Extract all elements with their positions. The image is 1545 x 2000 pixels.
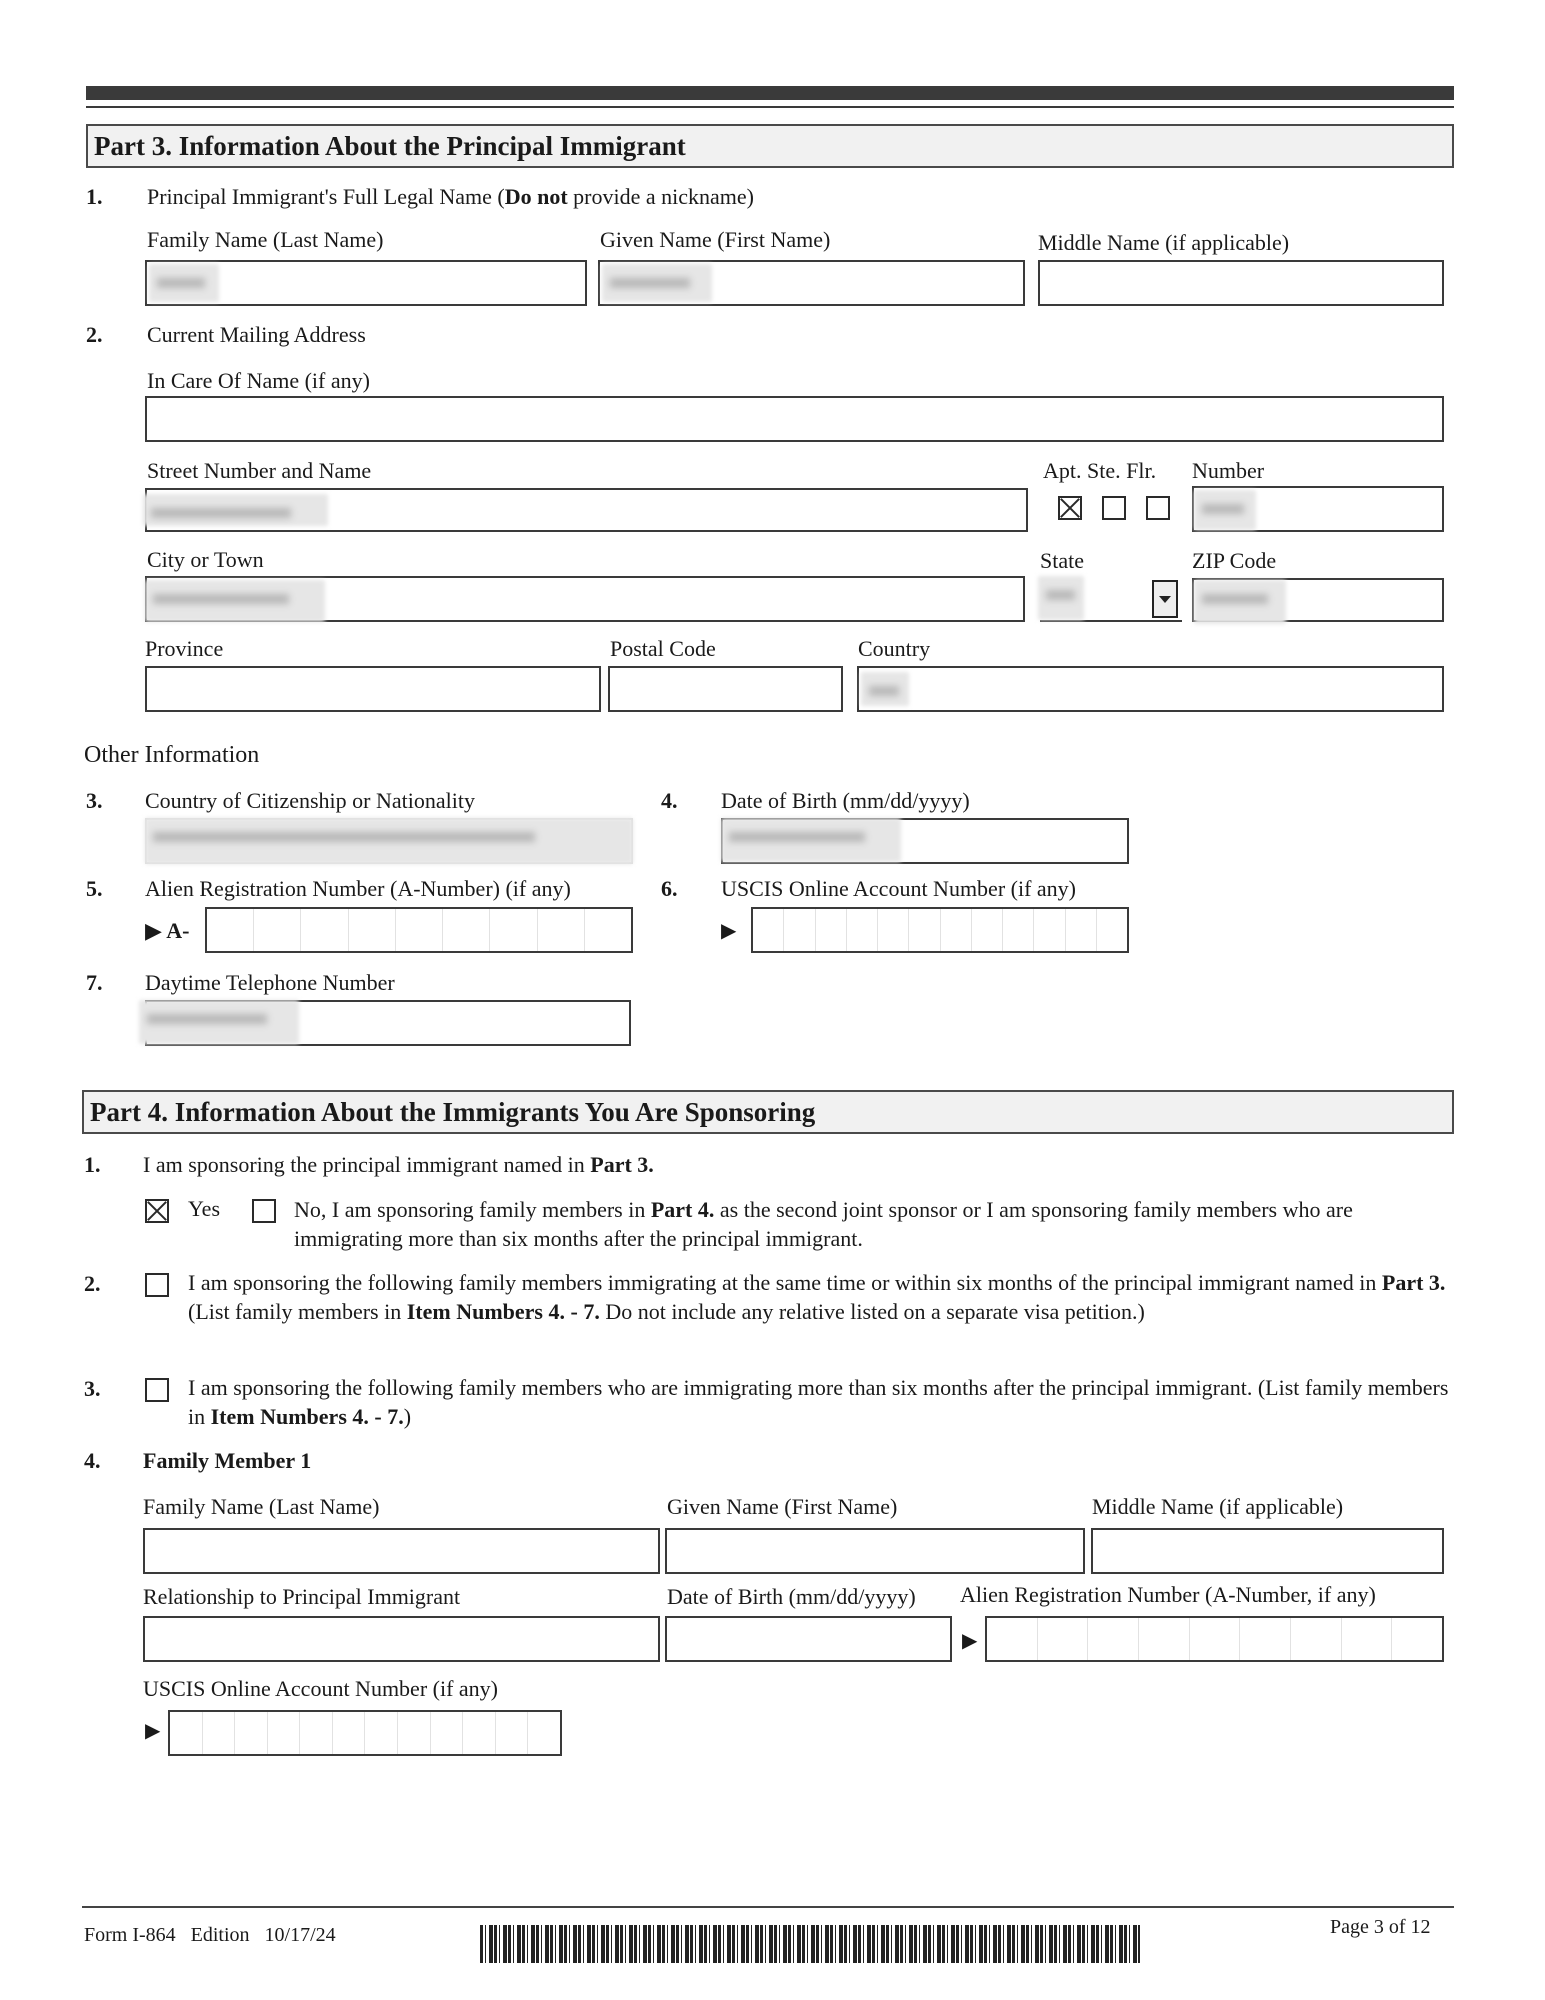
fm1-relationship-input[interactable] xyxy=(143,1616,660,1662)
in-care-of-label: In Care Of Name (if any) xyxy=(147,368,370,393)
postal-code-input[interactable] xyxy=(608,666,843,712)
page-number: Page 3 of 12 xyxy=(1330,1916,1431,1938)
fm1-uscis-arrow-icon: ▶ xyxy=(145,1720,161,1742)
apt-number-input[interactable] xyxy=(1192,486,1444,532)
a-number-label: Alien Registration Number (A-Number) (if any) xyxy=(145,876,571,901)
fm1-dob-label: Date of Birth (mm/dd/yyyy) xyxy=(667,1584,916,1609)
footer-rule xyxy=(82,1906,1454,1908)
header-rule xyxy=(86,106,1454,108)
item-number: 2. xyxy=(84,1271,101,1296)
city-input[interactable] xyxy=(145,576,1025,622)
uscis-account-label: USCIS Online Account Number (if any) xyxy=(721,876,1076,901)
number-label: Number xyxy=(1192,458,1265,483)
zip-input[interactable] xyxy=(1192,578,1444,622)
fm1-given-name-label: Given Name (First Name) xyxy=(667,1494,898,1519)
zip-label: ZIP Code xyxy=(1192,548,1277,573)
apt-ste-flr-label: Apt. Ste. Flr. xyxy=(1043,458,1157,483)
province-input[interactable] xyxy=(145,666,601,712)
fm1-middle-name-input[interactable] xyxy=(1091,1528,1444,1574)
a-number-prefix: ▶ A- xyxy=(145,918,190,943)
item-number: 2. xyxy=(86,322,103,347)
middle-name-input[interactable] xyxy=(1038,260,1444,306)
part3-header: Part 3. Information About the Principal Immigrant xyxy=(86,124,1454,168)
item-number: 3. xyxy=(84,1376,101,1401)
fm1-family-name-input[interactable] xyxy=(143,1528,660,1574)
part4-header: Part 4. Information About the Immigrants You Are Sponsoring xyxy=(82,1090,1454,1134)
item-number: 5. xyxy=(86,876,103,901)
in-care-of-input[interactable] xyxy=(145,396,1444,442)
other-information-heading: Other Information xyxy=(84,742,260,768)
fm1-a-number-label: Alien Registration Number (A-Number, if any) xyxy=(960,1582,1376,1607)
header-bar xyxy=(86,86,1454,100)
flr-checkbox[interactable] xyxy=(1146,496,1170,520)
middle-name-label: Middle Name (if applicable) xyxy=(1038,230,1290,255)
barcode xyxy=(480,1925,1140,1963)
item-number: 7. xyxy=(86,970,103,995)
fm1-a-number-input[interactable] xyxy=(985,1616,1444,1662)
phone-input[interactable] xyxy=(145,1000,631,1046)
item-number: 6. xyxy=(661,876,678,901)
item-number: 3. xyxy=(86,788,103,813)
postal-code-label: Postal Code xyxy=(610,636,716,661)
city-label: City or Town xyxy=(147,547,264,572)
item-number: 1. xyxy=(86,184,103,209)
uscis-arrow-icon: ▶ xyxy=(721,920,737,942)
apt-checkbox[interactable] xyxy=(1058,496,1082,520)
province-label: Province xyxy=(145,636,224,661)
form-edition: Form I-864 Edition 10/17/24 xyxy=(84,1924,336,1946)
no-checkbox[interactable] xyxy=(252,1199,276,1223)
street-label: Street Number and Name xyxy=(147,458,372,483)
given-name-label: Given Name (First Name) xyxy=(600,227,831,252)
fm1-family-name-label: Family Name (Last Name) xyxy=(143,1494,380,1519)
state-label: State xyxy=(1040,548,1084,573)
fm1-dob-input[interactable] xyxy=(665,1616,952,1662)
ste-checkbox[interactable] xyxy=(1102,496,1126,520)
mailing-address-label: Current Mailing Address xyxy=(147,322,366,347)
family-name-input[interactable] xyxy=(145,260,587,306)
street-input[interactable] xyxy=(145,488,1028,532)
dob-input[interactable] xyxy=(721,818,1129,864)
fm1-relationship-label: Relationship to Principal Immigrant xyxy=(143,1584,461,1609)
fm1-middle-name-label: Middle Name (if applicable) xyxy=(1092,1494,1344,1519)
item-number: 1. xyxy=(84,1152,101,1177)
family-name-label: Family Name (Last Name) xyxy=(147,227,384,252)
item-number: 4. xyxy=(661,788,678,813)
citizenship-label: Country of Citizenship or Nationality xyxy=(145,788,475,813)
citizenship-input[interactable] xyxy=(145,818,633,864)
fm1-given-name-input[interactable] xyxy=(665,1528,1085,1574)
given-name-input[interactable] xyxy=(598,260,1025,306)
item-number: 4. xyxy=(84,1448,101,1473)
full-name-label: Principal Immigrant's Full Legal Name (Do not provide a nickname) xyxy=(147,184,754,209)
item2-text: I am sponsoring the following family members immigrating at the same time or within six months of the principal immigrant named in Part 3. (List family members in Item Numbers 4. - 7. Do not include any relative listed on a separate visa petition.) xyxy=(188,1270,1446,1324)
a-number-input[interactable] xyxy=(205,907,633,953)
yes-label: Yes xyxy=(188,1196,221,1221)
fm1-uscis-input[interactable] xyxy=(168,1710,562,1756)
fm1-a-number-arrow-icon: ▶ xyxy=(962,1630,978,1652)
dob-label: Date of Birth (mm/dd/yyyy) xyxy=(721,788,970,813)
no-option-text: No, I am sponsoring family members in Part 4. as the second joint sponsor or I am sponsoring family members who are immigrating more than six months after the principal immigrant. xyxy=(294,1197,1353,1251)
family-member-1-heading: Family Member 1 xyxy=(143,1448,312,1473)
fm1-uscis-label: USCIS Online Account Number (if any) xyxy=(143,1676,498,1701)
phone-label: Daytime Telephone Number xyxy=(145,970,395,995)
uscis-account-input[interactable] xyxy=(751,907,1129,953)
country-label: Country xyxy=(858,636,931,661)
yes-checkbox[interactable] xyxy=(145,1199,169,1223)
item3-text: I am sponsoring the following family members who are immigrating more than six months after the principal immigrant. (List family members in Item Numbers 4. - 7.) xyxy=(188,1375,1449,1429)
country-input[interactable] xyxy=(857,666,1444,712)
item2-checkbox[interactable] xyxy=(145,1273,169,1297)
state-dropdown-chevron-icon[interactable] xyxy=(1152,580,1178,618)
item3-checkbox[interactable] xyxy=(145,1378,169,1402)
sponsoring-principal-label: I am sponsoring the principal immigrant named in Part 3. xyxy=(143,1152,654,1177)
